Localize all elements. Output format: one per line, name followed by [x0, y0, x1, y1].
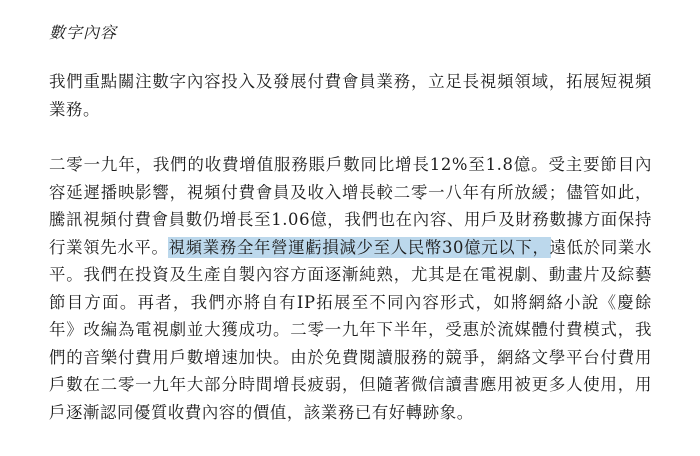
- paragraph-intro: 我們重點關注數字內容投入及發展付費會員業務，立足長視頻領域，拓展短視頻業務。: [49, 72, 652, 119]
- paragraph-main-text-after: 遠低於同業水平。我們在投資及生產自製內容方面逐漸純熟，尤其是在電視劇、動畫片及綜藝節目方面。再者，我們亦將自有IP拓展至不同內容形式，如將網絡小說《慶餘年》改編為電視劇並大獲成功。二零一九年下半年，受惠於流媒體付費模式，我們的音樂付費用戶數增速加快。由於免費閱讀服務的競爭，網絡文學平台付費用戶數在二零一九年大部分時間增長疲弱，但隨著微信讀書應用被更多人使用，用戶逐漸認同優質收費內容的價值，該業務已有好轉跡象。: [49, 237, 652, 422]
- section-heading: 數字內容: [49, 23, 118, 42]
- highlighted-text[interactable]: 視頻業務全年營運虧損減少至人民幣30億元以下，: [168, 237, 550, 257]
- paragraph-main-text-before: 二零一九年，我們的收費增值服務賬戶數同比增長12%至1.8億。受主要節目內容延遲播映影響，視頻付費會員及收入增長較二零一八年有所放緩；儘管如此，騰訊視頻付費會員數仍增長至1.06億，我們也在內容、用戶及財務數據方面保持行業領先水平。: [49, 155, 652, 257]
- paragraph-main: [49, 151, 652, 426]
